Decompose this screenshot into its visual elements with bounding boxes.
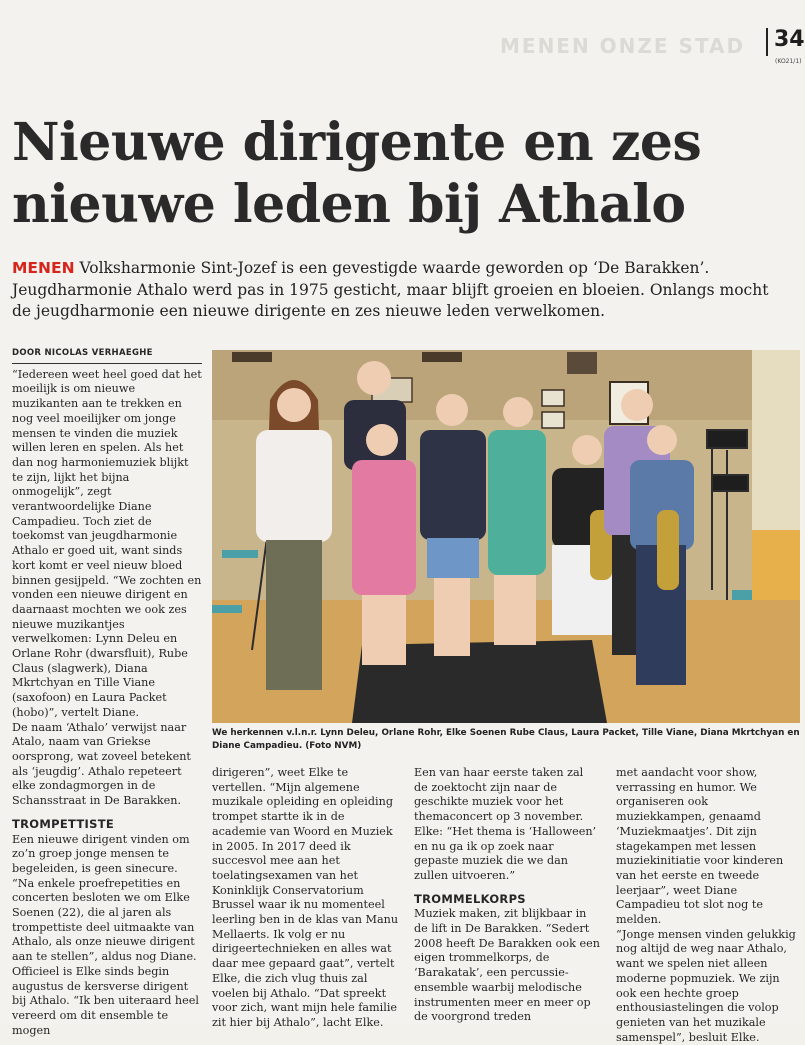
headline-line-2: nieuwe leden bij Athalo [12,174,686,235]
subhead-trommelkorps: TROMMELKORPS [414,891,526,906]
article-column-3 [414,766,600,1025]
article-column-2 [212,766,399,1031]
page-code: (KO21/1) [775,58,802,65]
byline: DOOR NICOLAS VERHAEGHE [12,346,202,364]
column-1-paragraph-3: Een nieuwe dirigent vinden om zo’n groep jonge mensen te begeleiden, is geen sinecure. “Na enkele proefrepetities en concerten besloten we om Elke Soenen (22), die al jaren als trompettiste deel uitmaakte van Athalo, als onze nieuwe dirigent aan te stellen”, aldus nog Diane. [12,832,197,964]
section-title-ghost: MENEN ONZE STAD [500,34,746,58]
column-1-paragraph-1: “Iedereen weet heel goed dat het moeilijk is om nieuwe muzikanten aan te trekken en nog veel moeilijker om jonge mensen te vinden die muziek willen leren en spelen. Als het dan nog harmoniemuziek blijkt te zijn, lijkt het bijna onmogelijk”, zegt verantwoordelijke Diane Campadieu. Toch ziet de toekomst van jeugdharmonie Athalo er goed uit, want sinds kort komt er veel nieuw bloed binnen gesijpeld. “We zochten en vonden een nieuwe dirigent en daarnaast mochten we ook zes nieuwe muzikantjes verwelkomen: Lynn Deleu en Orlane Rohr (dwarsfluit), Rube Claus (slagwerk), Diana Mkrtchyan en Tille Viane (saxofoon) en Laura Packet (hobo)”, vertelt Diane. [12,367,202,719]
column-4-paragraph-2: “Jonge mensen vinden gelukkig nog altijd de weg naar Athalo, want we spelen niet alleen moderne popmuziek. We zijn ook een hechte groep enthousiastelingen die volop genieten van het muzikale samenspel”, besluit Elke. [616,927,796,1044]
headline-line-1: Nieuwe dirigente en zes [12,112,702,173]
page-number-box [766,28,805,56]
group-photo [212,350,800,723]
article-column-4 [616,766,800,1045]
column-3-paragraph-1: Een van haar eerste taken zal de zoektocht zijn naar de geschikte muziek voor het themaconcert op 3 november. Elke: “Het thema is ‘Halloween’ en nu ga ik op zoek naar gepaste muziek die we dan zullen uitvoeren.” [414,766,597,882]
article-column-1 [12,346,202,1038]
dateline-place: MENEN [12,259,75,277]
lead-text: Volksharmonie Sint-Jozef is een gevestigde waarde geworden op ‘De Barakken’. Jeugdharmonie Athalo werd pas in 1975 gesticht, maar blijft groeien en bloeien. Onlangs mocht de jeugdharmonie een nieuwe dirigente en zes nieuwe leden verwelkomen. [12,259,769,320]
headline [12,112,792,236]
photo-caption: We herkennen v.l.n.r. Lynn Deleu, Orlane Rohr, Elke Soenen Rube Claus, Laura Packet, Tille Viane, Diana Mkrtchyan en Diane Campadieu. (Foto NVM) [212,728,800,751]
column-2-paragraph-1: dirigeren”, weet Elke te vertellen. “Mijn algemene muzikale opleiding en opleiding trompet startte ik in de academie van Woord en Muziek in 2005. In 2017 deed ik succesvol mee aan het toelatingsexamen van het Koninklijk Conservatorium Brussel waar ik nu momenteel leerling ben in de klas van Manu Mellaerts. Ik volg er nu dirigeertechnieken en alles wat daar mee gepaard gaat”, vertelt Elke, die zich vlug thuis zal voelen bij Athalo. “Dat spreekt voor zich, want mijn hele familie zit hier bij Athalo”, lacht Elke. [212,766,399,1029]
column-1-paragraph-4: Officieel is Elke sinds begin augustus de kersverse dirigent bij Athalo. “Ik ben uiteraard heel vereerd om dit ensemble te mogen [12,964,199,1037]
lead-paragraph [12,258,792,323]
column-3-paragraph-2: Muziek maken, zit blijkbaar in de lift in De Barakken. “Sedert 2008 heeft De Barakken ook een eigen trommelkorps, de ‘Barakatak’, een percussie-ensemble waarbij melodische instrumenten meer en meer op de voorgrond treden [414,907,600,1024]
page-number: 34 [774,27,805,52]
column-1-paragraph-2: De naam ‘Athalo’ verwijst naar Atalo, naam van Griekse oorsprong, wat zoveel betekent als ‘jeugdig’. Athalo repeteert elke zondagmorgen in de Schansstraat in De Barakken. [12,720,191,808]
subhead-trompettiste: TROMPETTISTE [12,816,115,831]
column-4-paragraph-1: met aandacht voor show, verrassing en humor. We organiseren ook muziekkampen, genaamd ‘Muziekmaatjes’. Dit zijn stagekampen met lessen muziekinitiatie voor kinderen van het eerste en tweede leerjaar”, weet Diane Campadieu tot slot nog te melden. [616,766,784,927]
page-header [0,0,805,65]
group-photo-illustration [212,350,800,723]
